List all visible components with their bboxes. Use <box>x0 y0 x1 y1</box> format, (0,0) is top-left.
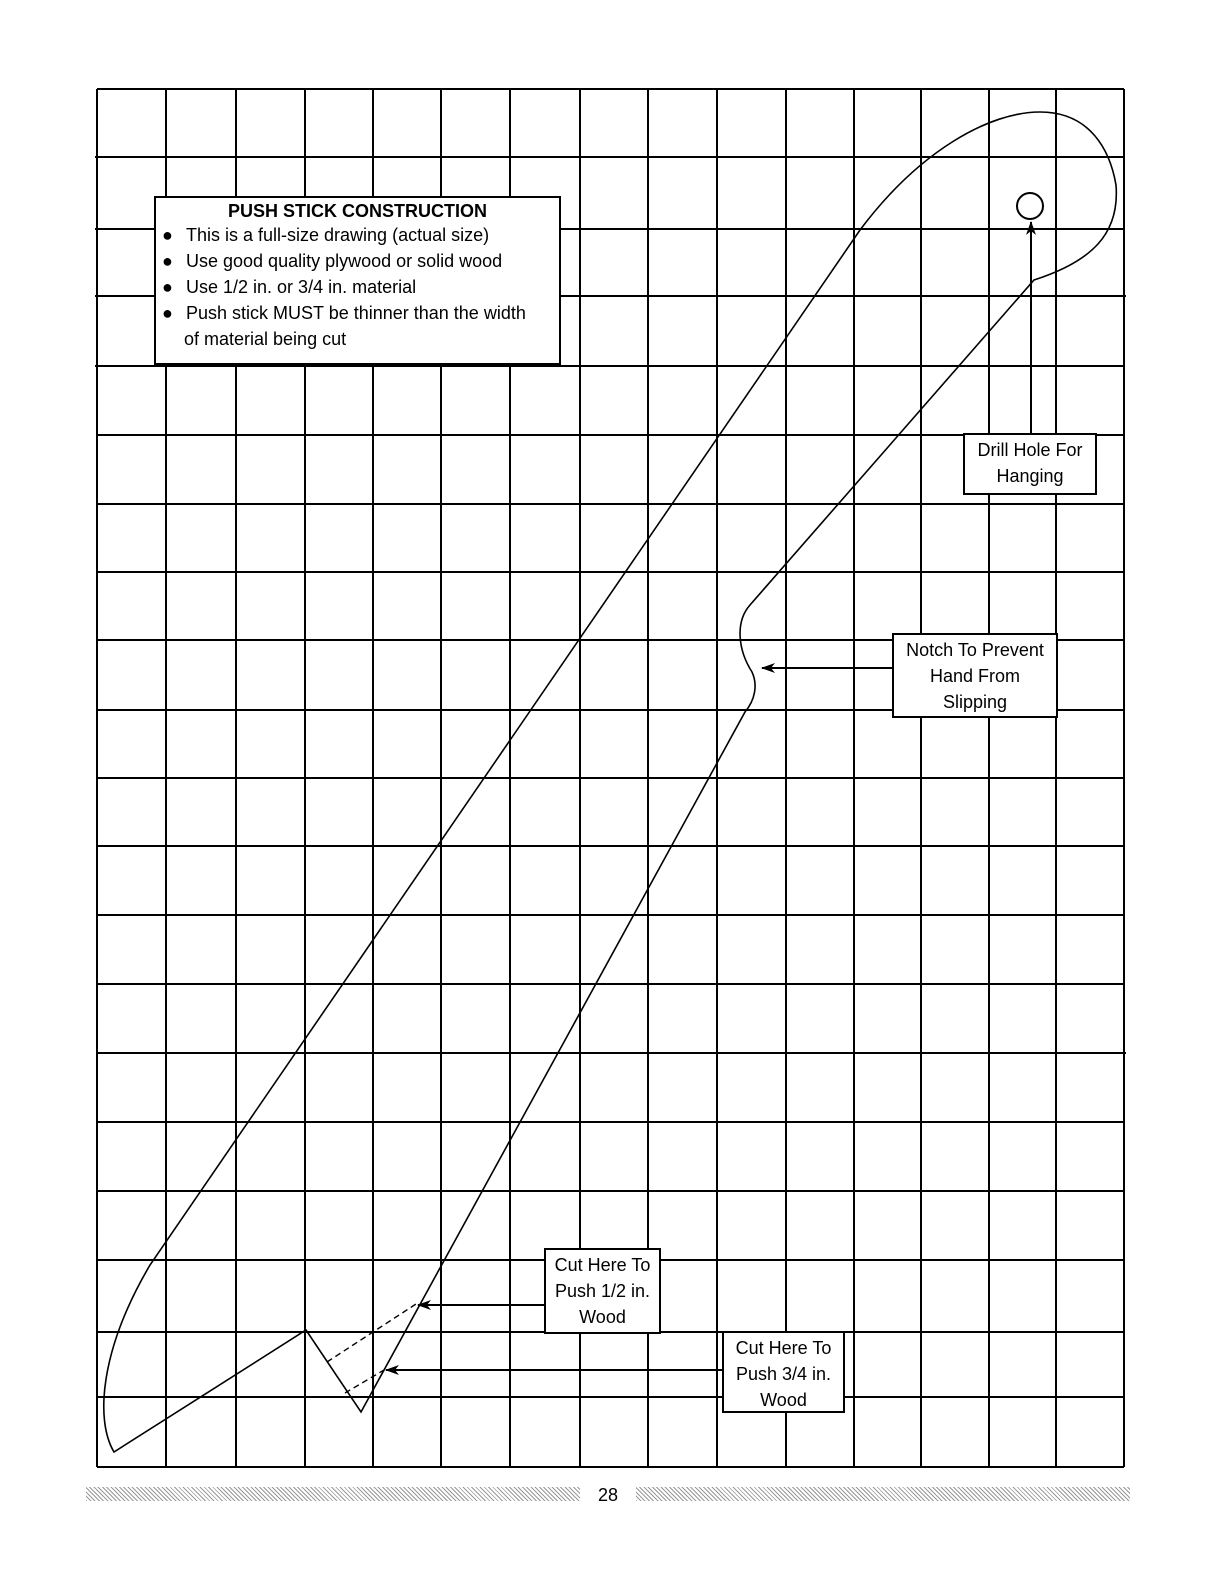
info-title: PUSH STICK CONSTRUCTION <box>227 201 487 221</box>
info-item-text: Push stick MUST be thinner than the width <box>186 303 526 323</box>
info-item <box>160 248 555 274</box>
callout-line: Push 1/2 in. <box>554 1281 651 1301</box>
callout-line: Hanging <box>996 466 1064 486</box>
cut-three-quarter-inch-callout <box>722 1331 845 1413</box>
callout-line: Drill Hole For <box>977 440 1083 460</box>
callout-line: Wood <box>579 1307 626 1327</box>
info-item-continuation: of material being cut <box>184 329 347 349</box>
info-item-text: This is a full-size drawing (actual size) <box>186 225 490 245</box>
callout-line: Notch To Prevent <box>906 640 1044 660</box>
bullet-icon: ● <box>162 225 173 245</box>
bullet-icon: ● <box>162 303 173 323</box>
bullet-icon: ● <box>162 251 173 271</box>
callout-line: Wood <box>760 1390 807 1410</box>
cut-half-inch-callout <box>544 1248 661 1334</box>
footer-pattern-left <box>86 1487 580 1501</box>
notch-callout <box>892 633 1058 718</box>
info-item <box>160 222 555 248</box>
callout-line: Hand From <box>929 666 1021 686</box>
bullet-icon: ● <box>162 277 173 297</box>
page-number: 28 <box>597 1485 619 1505</box>
callout-line: Cut Here To <box>735 1338 832 1358</box>
info-list <box>160 222 555 326</box>
info-item-text: Use 1/2 in. or 3/4 in. material <box>186 277 417 297</box>
callout-line: Cut Here To <box>554 1255 651 1275</box>
callout-line: Push 3/4 in. <box>735 1364 832 1384</box>
footer-pattern-right <box>636 1487 1130 1501</box>
info-item <box>160 274 555 300</box>
hanging-hole <box>1017 193 1043 219</box>
info-item-text: Use good quality plywood or solid wood <box>186 251 503 271</box>
info-item <box>160 300 555 326</box>
drill-hole-callout <box>963 433 1097 495</box>
construction-info-box <box>154 196 561 365</box>
callout-line: Slipping <box>942 692 1008 712</box>
